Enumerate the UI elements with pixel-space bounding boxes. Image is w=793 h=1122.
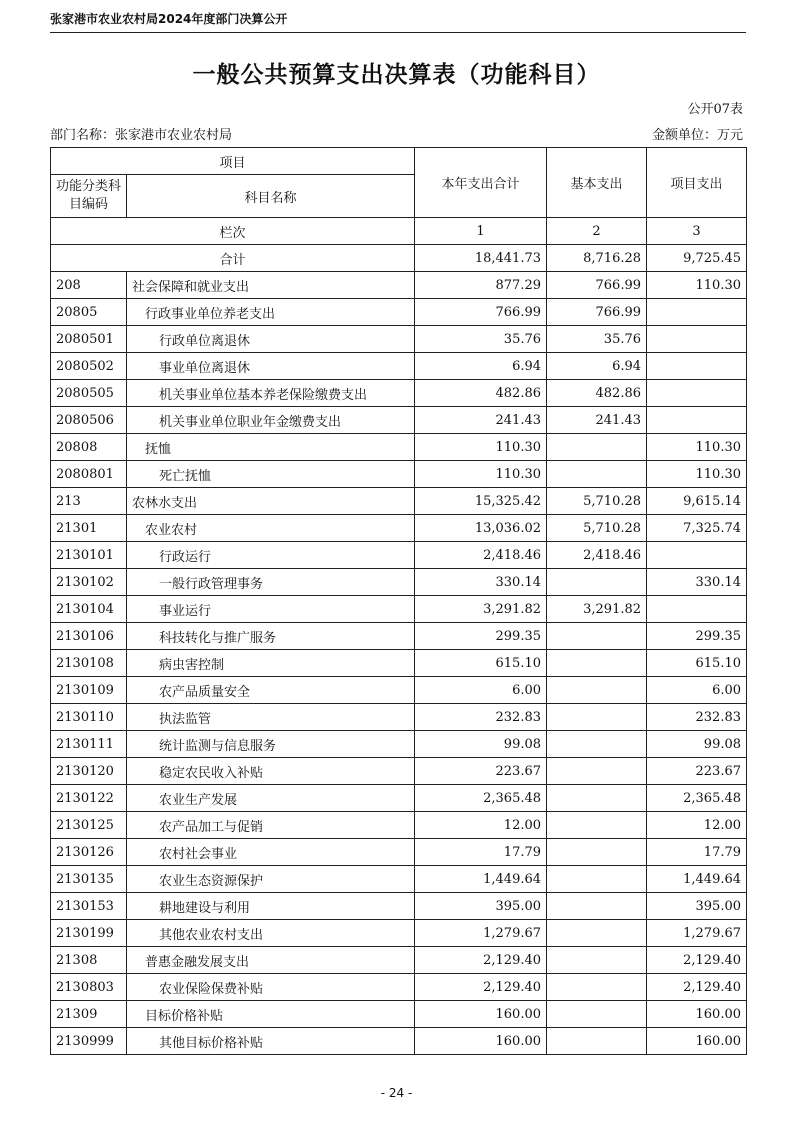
running-header: 张家港市农业农村局2024年度部门决算公开	[50, 12, 288, 26]
subject-name: 其他农业农村支出	[127, 920, 415, 947]
total-expenditure: 877.29	[415, 272, 547, 299]
basic-expenditure	[547, 434, 647, 461]
total-col1: 18,441.73	[415, 245, 547, 272]
basic-expenditure	[547, 1028, 647, 1055]
subject-name: 农产品加工与促销	[127, 812, 415, 839]
subject-code: 208	[51, 272, 127, 299]
total-expenditure: 99.08	[415, 731, 547, 758]
basic-expenditure	[547, 785, 647, 812]
basic-expenditure: 3,291.82	[547, 596, 647, 623]
basic-expenditure: 35.76	[547, 326, 647, 353]
subject-name: 机关事业单位基本养老保险缴费支出	[127, 380, 415, 407]
subject-name: 农业农村	[127, 515, 415, 542]
total-expenditure: 395.00	[415, 893, 547, 920]
basic-expenditure: 5,710.28	[547, 488, 647, 515]
subject-name: 死亡抚恤	[127, 461, 415, 488]
total-expenditure: 6.00	[415, 677, 547, 704]
subject-name: 统计监测与信息服务	[127, 731, 415, 758]
total-expenditure: 766.99	[415, 299, 547, 326]
amount-unit: 金额单位：万元	[651, 128, 743, 143]
subject-code: 213	[51, 488, 127, 515]
total-expenditure: 160.00	[415, 1001, 547, 1028]
total-expenditure: 110.30	[415, 434, 547, 461]
total-col2: 8,716.28	[547, 245, 647, 272]
subject-name: 病虫害控制	[127, 650, 415, 677]
basic-expenditure	[547, 569, 647, 596]
subject-code: 20808	[51, 434, 127, 461]
table-row	[51, 1028, 747, 1055]
project-expenditure: 2,129.40	[647, 974, 747, 1001]
subject-name: 机关事业单位职业年金缴费支出	[127, 407, 415, 434]
total-expenditure: 6.94	[415, 353, 547, 380]
subject-code: 2130125	[51, 812, 127, 839]
table-row	[51, 1001, 747, 1028]
project-expenditure: 2,129.40	[647, 947, 747, 974]
total-expenditure: 482.86	[415, 380, 547, 407]
subject-code: 2130106	[51, 623, 127, 650]
header-total-expenditure: 本年支出合计	[415, 148, 547, 218]
total-expenditure: 223.67	[415, 758, 547, 785]
project-expenditure: 110.30	[647, 461, 747, 488]
basic-expenditure	[547, 623, 647, 650]
total-expenditure: 299.35	[415, 623, 547, 650]
table-row	[51, 650, 747, 677]
basic-expenditure: 482.86	[547, 380, 647, 407]
subject-name: 其他目标价格补贴	[127, 1028, 415, 1055]
column-index-label: 栏次	[51, 218, 415, 245]
total-expenditure: 232.83	[415, 704, 547, 731]
table-row	[51, 353, 747, 380]
subject-name: 普惠金融发展支出	[127, 947, 415, 974]
project-expenditure: 223.67	[647, 758, 747, 785]
total-expenditure: 13,036.02	[415, 515, 547, 542]
subject-code: 2130122	[51, 785, 127, 812]
project-expenditure: 615.10	[647, 650, 747, 677]
subject-name: 农林水支出	[127, 488, 415, 515]
basic-expenditure	[547, 758, 647, 785]
project-expenditure: 9,615.14	[647, 488, 747, 515]
table-number: 公开07表	[687, 102, 743, 117]
total-expenditure: 2,129.40	[415, 974, 547, 1001]
project-expenditure: 2,365.48	[647, 785, 747, 812]
subject-name: 行政单位离退休	[127, 326, 415, 353]
table-row	[51, 299, 747, 326]
subject-name: 耕地建设与利用	[127, 893, 415, 920]
table-row	[51, 326, 747, 353]
basic-expenditure	[547, 704, 647, 731]
total-col3: 9,725.45	[647, 245, 747, 272]
table-row	[51, 731, 747, 758]
subject-name: 稳定农民收入补贴	[127, 758, 415, 785]
subject-code: 21301	[51, 515, 127, 542]
subject-name: 事业运行	[127, 596, 415, 623]
project-expenditure: 99.08	[647, 731, 747, 758]
table-row	[51, 920, 747, 947]
table-row	[51, 434, 747, 461]
subject-code: 2080505	[51, 380, 127, 407]
total-expenditure: 1,279.67	[415, 920, 547, 947]
table-row	[51, 677, 747, 704]
subject-code: 2130120	[51, 758, 127, 785]
project-expenditure: 12.00	[647, 812, 747, 839]
basic-expenditure: 766.99	[547, 299, 647, 326]
subject-code: 2080502	[51, 353, 127, 380]
total-expenditure: 15,325.42	[415, 488, 547, 515]
subject-code: 2130126	[51, 839, 127, 866]
page-number: - 24 -	[380, 1086, 413, 1100]
table-row	[51, 461, 747, 488]
table-row	[51, 839, 747, 866]
subject-code: 20805	[51, 299, 127, 326]
project-expenditure	[647, 407, 747, 434]
project-expenditure	[647, 380, 747, 407]
page-title: 一般公共预算支出决算表（功能科目）	[192, 62, 601, 88]
table-row	[51, 893, 747, 920]
basic-expenditure	[547, 650, 647, 677]
total-expenditure: 615.10	[415, 650, 547, 677]
table-row	[51, 785, 747, 812]
total-expenditure: 2,129.40	[415, 947, 547, 974]
column-index-2: 2	[547, 218, 647, 245]
total-expenditure: 241.43	[415, 407, 547, 434]
total-expenditure: 110.30	[415, 461, 547, 488]
total-expenditure: 2,365.48	[415, 785, 547, 812]
subject-name: 农业保险保费补贴	[127, 974, 415, 1001]
total-expenditure: 330.14	[415, 569, 547, 596]
subject-code: 2130803	[51, 974, 127, 1001]
subject-code: 21308	[51, 947, 127, 974]
total-expenditure: 2,418.46	[415, 542, 547, 569]
project-expenditure: 1,279.67	[647, 920, 747, 947]
table-row	[51, 488, 747, 515]
project-expenditure: 232.83	[647, 704, 747, 731]
subject-code: 2130102	[51, 569, 127, 596]
project-expenditure: 7,325.74	[647, 515, 747, 542]
project-expenditure: 17.79	[647, 839, 747, 866]
basic-expenditure: 2,418.46	[547, 542, 647, 569]
project-expenditure	[647, 353, 747, 380]
header-function-code: 功能分类科目编码	[51, 175, 127, 218]
subject-code: 2130104	[51, 596, 127, 623]
basic-expenditure: 766.99	[547, 272, 647, 299]
basic-expenditure	[547, 731, 647, 758]
subject-name: 执法监管	[127, 704, 415, 731]
subject-name: 事业单位离退休	[127, 353, 415, 380]
table-row	[51, 542, 747, 569]
basic-expenditure	[547, 839, 647, 866]
subject-name: 科技转化与推广服务	[127, 623, 415, 650]
project-expenditure: 6.00	[647, 677, 747, 704]
total-expenditure: 35.76	[415, 326, 547, 353]
subject-name: 农业生产发展	[127, 785, 415, 812]
total-expenditure: 160.00	[415, 1028, 547, 1055]
subject-name: 农业生态资源保护	[127, 866, 415, 893]
basic-expenditure	[547, 947, 647, 974]
header-project-expenditure: 项目支出	[647, 148, 747, 218]
subject-code: 21309	[51, 1001, 127, 1028]
basic-expenditure	[547, 920, 647, 947]
header-subject-name: 科目名称	[127, 175, 415, 218]
basic-expenditure: 6.94	[547, 353, 647, 380]
basic-expenditure: 5,710.28	[547, 515, 647, 542]
subject-code: 2080506	[51, 407, 127, 434]
project-expenditure: 110.30	[647, 434, 747, 461]
basic-expenditure	[547, 893, 647, 920]
total-expenditure: 12.00	[415, 812, 547, 839]
project-expenditure: 1,449.64	[647, 866, 747, 893]
table-row	[51, 596, 747, 623]
column-index-3: 3	[647, 218, 747, 245]
subject-code: 2130109	[51, 677, 127, 704]
subject-code: 2080501	[51, 326, 127, 353]
basic-expenditure	[547, 1001, 647, 1028]
table-row	[51, 866, 747, 893]
table-row	[51, 947, 747, 974]
project-expenditure	[647, 542, 747, 569]
project-expenditure: 299.35	[647, 623, 747, 650]
table-row	[51, 515, 747, 542]
subject-name: 社会保障和就业支出	[127, 272, 415, 299]
table-row	[51, 569, 747, 596]
basic-expenditure	[547, 812, 647, 839]
subject-code: 2130135	[51, 866, 127, 893]
department-name: 部门名称：张家港市农业农村局	[50, 128, 233, 143]
project-expenditure: 110.30	[647, 272, 747, 299]
subject-code: 2130101	[51, 542, 127, 569]
subject-name: 行政事业单位养老支出	[127, 299, 415, 326]
table-row	[51, 380, 747, 407]
total-expenditure: 3,291.82	[415, 596, 547, 623]
basic-expenditure: 241.43	[547, 407, 647, 434]
project-expenditure	[647, 299, 747, 326]
table-row	[51, 407, 747, 434]
subject-code: 2130199	[51, 920, 127, 947]
subject-name: 一般行政管理事务	[127, 569, 415, 596]
column-index-1: 1	[415, 218, 547, 245]
table-row	[51, 974, 747, 1001]
subject-code: 2130153	[51, 893, 127, 920]
header-project: 项目	[51, 148, 415, 175]
project-expenditure: 395.00	[647, 893, 747, 920]
total-expenditure: 1,449.64	[415, 866, 547, 893]
basic-expenditure	[547, 461, 647, 488]
basic-expenditure	[547, 866, 647, 893]
subject-code: 2130111	[51, 731, 127, 758]
project-expenditure: 160.00	[647, 1001, 747, 1028]
project-expenditure	[647, 596, 747, 623]
subject-name: 抚恤	[127, 434, 415, 461]
total-expenditure: 17.79	[415, 839, 547, 866]
table-row	[51, 758, 747, 785]
total-label: 合计	[51, 245, 415, 272]
table-row	[51, 272, 747, 299]
subject-code: 2080801	[51, 461, 127, 488]
subject-code: 2130999	[51, 1028, 127, 1055]
budget-table	[50, 147, 747, 1055]
table-row	[51, 704, 747, 731]
header-basic-expenditure: 基本支出	[547, 148, 647, 218]
subject-name: 行政运行	[127, 542, 415, 569]
subject-name: 目标价格补贴	[127, 1001, 415, 1028]
subject-code: 2130108	[51, 650, 127, 677]
project-expenditure	[647, 326, 747, 353]
subject-code: 2130110	[51, 704, 127, 731]
table-body	[51, 272, 747, 1055]
project-expenditure: 330.14	[647, 569, 747, 596]
header-rule	[50, 32, 746, 33]
table-row	[51, 812, 747, 839]
project-expenditure: 160.00	[647, 1028, 747, 1055]
subject-name: 农产品质量安全	[127, 677, 415, 704]
table-row	[51, 623, 747, 650]
basic-expenditure	[547, 974, 647, 1001]
basic-expenditure	[547, 677, 647, 704]
subject-name: 农村社会事业	[127, 839, 415, 866]
